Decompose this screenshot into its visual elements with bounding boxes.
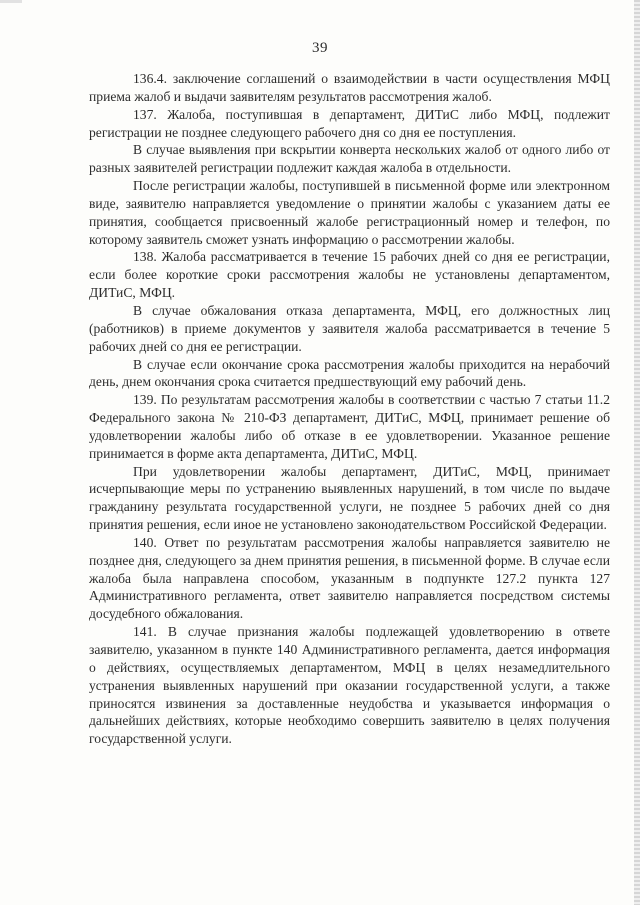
paragraph-136-4: 136.4. заключение соглашений о взаимодействии в части осуществления МФЦ приема жалоб и выдачи заявителям результатов рассмотрения жалоб. bbox=[89, 71, 610, 104]
paragraph-137-envelope: В случае выявления при вскрытии конверта нескольких жалоб от одного либо от разных заявителей регистрации подлежит каждая жалоба в отдельности. bbox=[89, 142, 610, 176]
paragraph-141: 141. В случае признания жалобы подлежащей удовлетворению в ответе заявителю, указанном в пункте 140 Административного регламента, дается информация о действиях, осуществляемых департаментом, МФЦ в целях незамедлительного устранения выявленных нарушений при оказании государственной услуги, а также приносятся извинения за доставленные неудобства и указывается информация о дальнейших действиях, которые необходимо совершить заявителю в целях получения государственной услуги. bbox=[89, 624, 610, 747]
paragraph-138-nonworking-day: В случае если окончание срока рассмотрения жалобы приходится на нерабочий день, днем окончания срока считается предшествующий ему рабочий день. bbox=[89, 356, 610, 390]
paragraph-138-refusal: В случае обжалования отказа департамента, МФЦ, его должностных лиц (работников) в приеме документов у заявителя жалоба рассматривается в течение 5 рабочих дней со дня ее регистрации. bbox=[89, 302, 610, 354]
document-body bbox=[89, 70, 610, 748]
paragraph-139-satisfaction: При удовлетворении жалобы департамент, ДИТиС, МФЦ, принимает исчерпывающие меры по устранению выявленных нарушений, в том числе по выдаче гражданину результата государственной услуги, не позднее 5 рабочих дней со дня принятия решения, если иное не установлено законодательством Российской Федерации. bbox=[89, 463, 610, 533]
page-number: 39 bbox=[312, 40, 328, 56]
paragraph-138: 138. Жалоба рассматривается в течение 15 рабочих дней со дня ее регистрации, если более короткие сроки рассмотрения жалобы не установлены департаментом, ДИТиС, МФЦ. bbox=[89, 249, 610, 301]
paragraph-137-notification: После регистрации жалобы, поступившей в письменной форме или электронном виде, заявителю направляется уведомление о принятии жалобы с указанием даты ее принятия, сообщается присвоенный жалобе регистрационный номер и телефон, по которому заявитель сможет узнать информацию о рассмотрении жалобы. bbox=[89, 178, 610, 247]
scan-edge-artifact bbox=[634, 0, 640, 905]
paragraph-137: 137. Жалоба, поступившая в департамент, ДИТиС либо МФЦ, подлежит регистрации не позднее следующего рабочего дня со дня ее поступления. bbox=[89, 106, 610, 140]
paragraph-140: 140. Ответ по результатам рассмотрения жалобы направляется заявителю не позднее дня, следующего за днем принятия решения, в письменной форме. В случае если жалоба была направлена способом, указанным в подпункте 127.2 пункта 127 Административного регламента, ответ заявителю направляется посредством системы досудебного обжалования. bbox=[89, 534, 610, 622]
scan-artifact bbox=[0, 0, 22, 3]
paragraph-139: 139. По результатам рассмотрения жалобы в соответствии с частью 7 статьи 11.2 Федерального закона № 210-ФЗ департамент, ДИТиС, МФЦ, принимает решение об удовлетворении жалобы либо об отказе в ее удовлетворении. Указанное решение принимается в форме акта департамента, ДИТиС, МФЦ. bbox=[89, 392, 610, 461]
